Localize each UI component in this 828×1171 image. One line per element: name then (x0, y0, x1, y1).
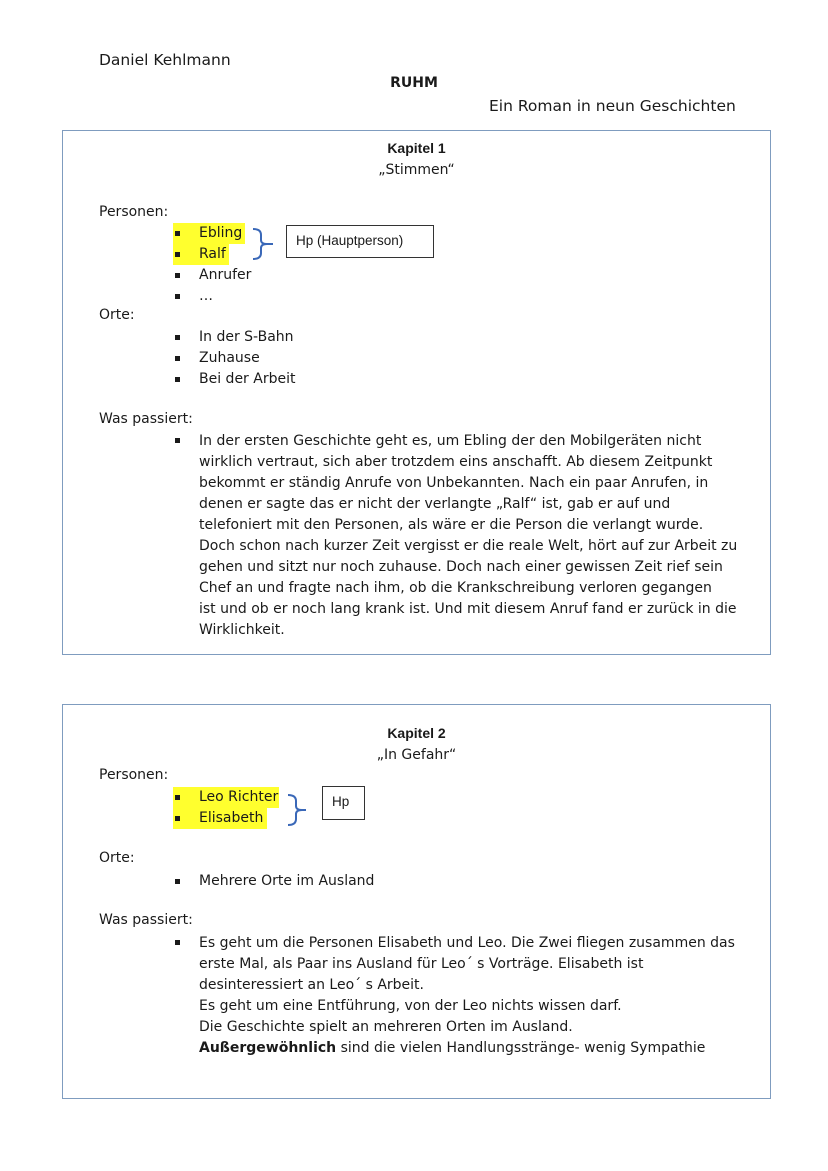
chapter-summary: Es geht um die Personen Elisabeth und Leo. Die Zwei fliegen zusammen das erste Mal, als Paar ins Ausland für Leo´ s Vorträge. Elisabeth ist desinteressiert an Leo´ s Arbeit. Es geht um eine Entführung, von der Leo nichts wissen darf. Die Geschichte spielt an mehreren Orten im Ausland. Außergewöhnlich sind die vielen Handlungsstränge- wenig Sympathie (199, 935, 735, 1056)
chapter-title: Kapitel 1 (387, 140, 446, 156)
chapter-subtitle: „Stimmen“ (378, 162, 455, 178)
personen-list (173, 223, 251, 307)
list-item: In der S-Bahn (173, 327, 295, 348)
brace-icon (286, 793, 310, 827)
orte-list (173, 871, 374, 892)
was-passiert-label: Was passiert: (99, 411, 193, 427)
bullet-icon (175, 940, 180, 945)
orte-label: Orte: (99, 307, 135, 323)
list-item: … (173, 286, 251, 307)
list-item: Leo Richter (173, 787, 278, 808)
author-name: Daniel Kehlmann (99, 51, 231, 69)
list-item: Ralf (173, 244, 251, 265)
brace-icon (251, 227, 277, 261)
list-item: Zuhause (173, 348, 295, 369)
bullet-icon (175, 438, 180, 443)
list-item: Bei der Arbeit (173, 369, 295, 390)
hp-label-box: Hp (322, 786, 365, 820)
list-item: Mehrere Orte im Ausland (173, 871, 374, 892)
book-subtitle: Ein Roman in neun Geschichten (489, 97, 736, 115)
list-item: Elisabeth (173, 808, 278, 829)
hp-label-box: Hp (Hauptperson) (286, 225, 434, 258)
book-title: RUHM (390, 75, 438, 91)
personen-list (173, 787, 278, 829)
orte-list (173, 327, 295, 390)
chapter-1-box (62, 130, 771, 655)
personen-label: Personen: (99, 204, 169, 220)
chapter-2-box (62, 704, 771, 1099)
list-item: Ebling (173, 223, 251, 244)
personen-label: Personen: (99, 767, 169, 783)
chapter-subtitle: „In Gefahr“ (376, 747, 457, 763)
was-passiert-label: Was passiert: (99, 912, 193, 928)
chapter-summary: In der ersten Geschichte geht es, um Ebling der den Mobilgeräten nicht wirklich vertraut, sich aber trotzdem eins anschafft. Ab diesem Zeitpunkt bekommt er ständig Anrufe von Unbekannten. Nach ein paar Anrufen, in denen er sagte das er nicht der verlangte „Ralf“ ist, gab er auf und telefoniert mit den Personen, als wäre er die Person die verlangt wurde. Doch schon nach kurzer Zeit vergisst er die reale Welt, hört auf zur Arbeit zu gehen und sitzt nur noch zuhause. Doch nach einer gewissen Zeit rief sein Chef an und fragte nach ihm, ob die Krankschreibung verloren gegangen ist und ob er noch lang krank ist. Und mit diesem Anruf fand er zurück in die Wirklichkeit. (199, 433, 738, 638)
list-item: Anrufer (173, 265, 251, 286)
orte-label: Orte: (99, 850, 135, 866)
chapter-title: Kapitel 2 (387, 725, 446, 741)
